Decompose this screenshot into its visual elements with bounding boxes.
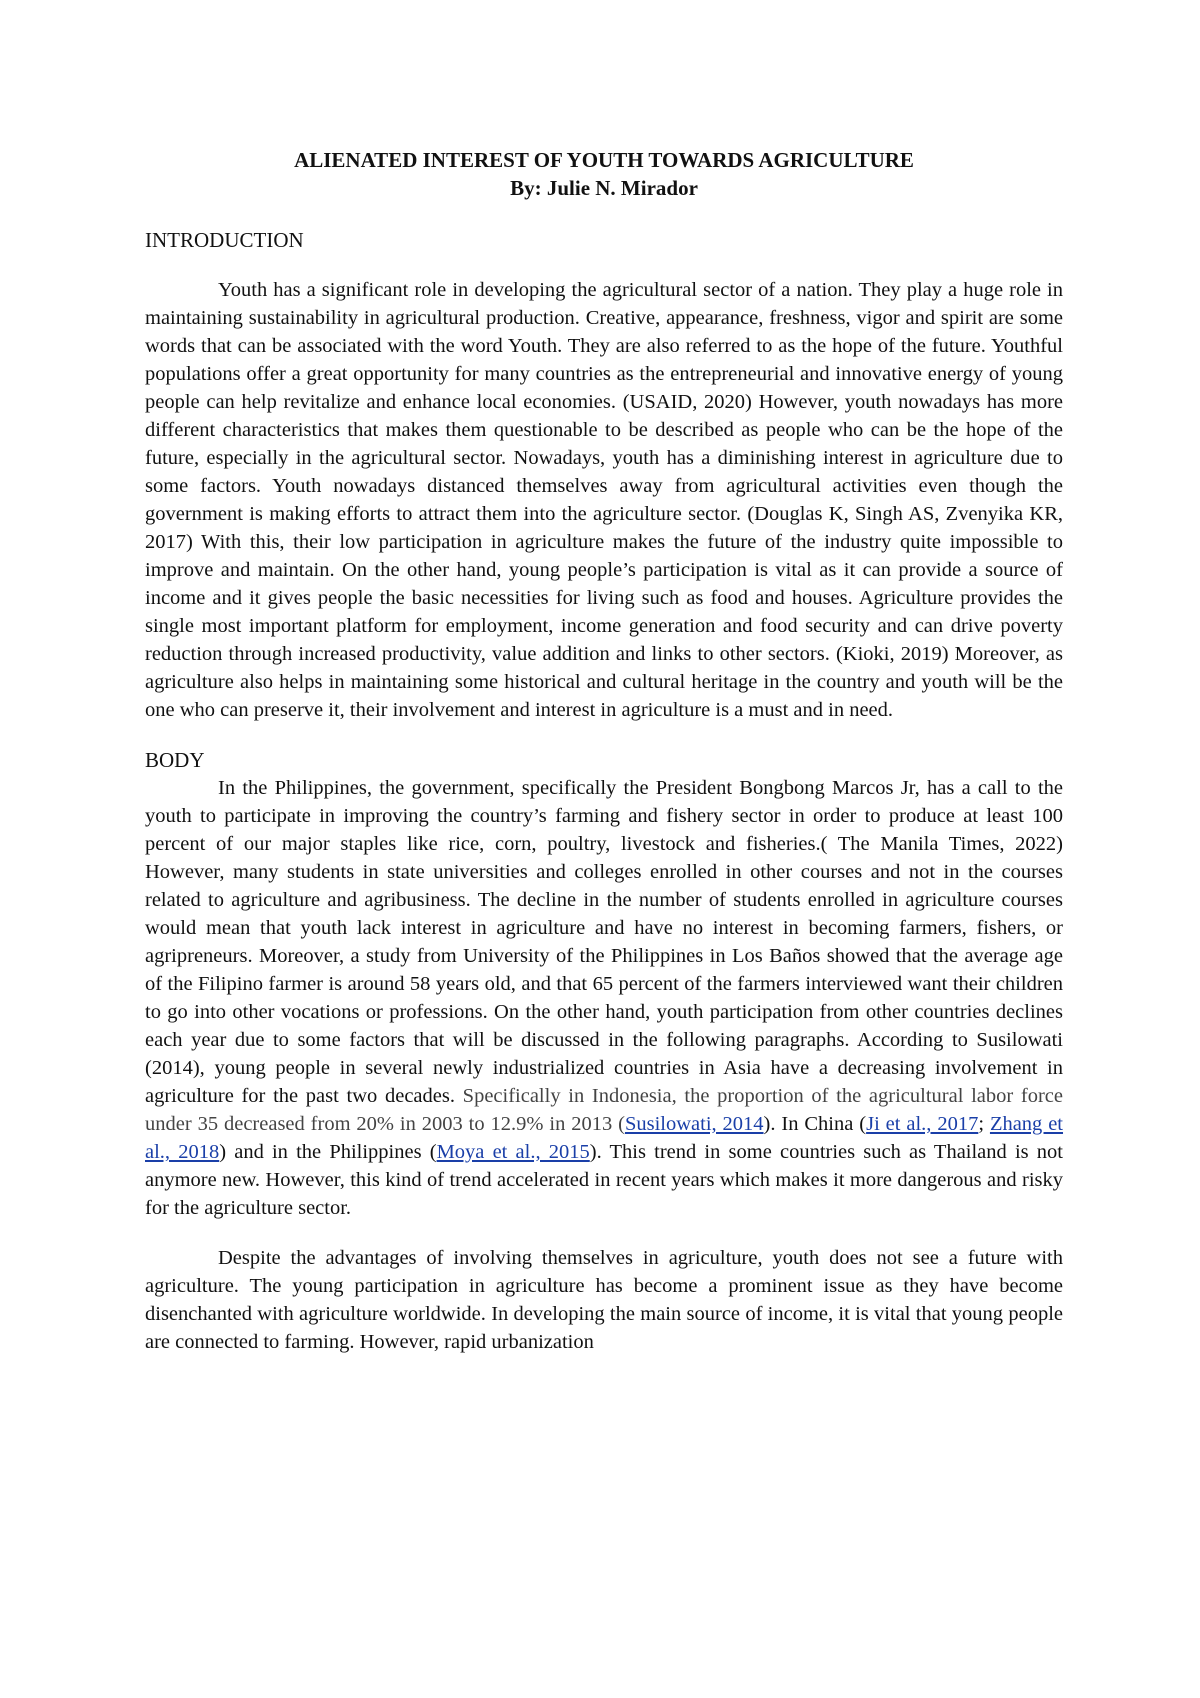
document-content (145, 146, 1063, 1356)
indonesia-statistic-text: Specifically in Indonesia, the proportion of the agricultural labor force under 35 decreased from 20% in 2003 to 12.9% in 2013 ( (145, 1085, 1063, 1135)
citation-separator: ; (978, 1113, 990, 1135)
document-title: ALIENATED INTEREST OF YOUTH TOWARDS AGRICULTURE (294, 148, 914, 172)
title-block (145, 146, 1063, 202)
body-paragraph-1 (145, 774, 1063, 1222)
citation-link-ji[interactable]: Ji et al., 2017 (866, 1113, 979, 1135)
citation-text-philippines: ) and in the Philippines ( (219, 1141, 437, 1163)
document-byline: By: Julie N. Mirador (510, 176, 698, 200)
body-paragraph-1-text: In the Philippines, the government, specifically the President Bongbong Marcos Jr, has a call to the youth to participate in improving the country’s farming and fishery sector in order to produce at least 100 percent of our major staples like rice, corn, poultry, livestock and fisheries.( The Manila Times, 2022) However, many students in state universities and colleges enrolled in other courses and not in the courses related to agriculture and agribusiness. The decline in the number of students enrolled in agriculture courses would mean that youth lack interest in agriculture and have no interest in becoming farmers, fishers, or agripreneurs. Moreover, a study from University of the Philippines in Los Baños showed that the average age of the Filipino farmer is around 58 years old, and that 65 percent of the farmers interviewed want their children to go into other vocations or professions. On the other hand, youth participation from other countries declines each year due to some factors that will be discussed in the following paragraphs. According to Susilowati (2014), young people in several newly industrialized countries in Asia have a decreasing involvement in agriculture for the past two decades. (145, 777, 1063, 1107)
introduction-paragraph: Youth has a significant role in developing the agricultural sector of a nation. They play a huge role in maintaining sustainability in agricultural production. Creative, appearance, freshness, vigor and spirit are some words that can be associated with the word Youth. They are also referred to as the hope of the future. Youthful populations offer a great opportunity for many countries as the entrepreneurial and innovative energy of young people can help revitalize and enhance local economies. (USAID, 2020) However, youth nowadays has more different characteristics that makes them questionable to be described as people who can be the hope of the future, especially in the agricultural sector. Nowadays, youth has a diminishing interest in agriculture due to some factors. Youth nowadays distanced themselves away from agricultural activities even though the government is making efforts to attract them into the agriculture sector. (Douglas K, Singh AS, Zvenyika KR, 2017) With this, their low participation in agriculture makes the future of the industry quite impossible to improve and maintain. On the other hand, young people’s participation is vital as it can provide a source of income and it gives people the basic necessities for living such as food and houses. Agriculture provides the single most important platform for employment, income generation and food security and can drive poverty reduction through increased productivity, value addition and links to other sectors. (Kioki, 2019) Moreover, as agriculture also helps in maintaining some historical and cultural heritage in the country and youth will be the one who can preserve it, their involvement and interest in agriculture is a must and in need. (145, 279, 1063, 721)
citation-link-susilowati[interactable]: Susilowati, 2014 (624, 1113, 764, 1135)
citation-link-zhang[interactable]: Zhang et al., 2018 (145, 1113, 1064, 1163)
body-heading: BODY (145, 748, 205, 772)
body-paragraph-2: Despite the advantages of involving themselves in agriculture, youth does not see a future with agriculture. The young participation in agriculture has become a prominent issue as they have become disenchanted with agriculture worldwide. In developing the main source of income, it is vital that young people are connected to farming. However, rapid urbanization (145, 1247, 1063, 1353)
citation-text-china: ). In China ( (763, 1113, 867, 1135)
introduction-heading: INTRODUCTION (145, 228, 304, 252)
body-paragraph-1-end: ). This trend in some countries such as Thailand is not anymore new. However, this kind of trend accelerated in recent years which makes it more dangerous and risky for the agriculture sector. (145, 1141, 1063, 1219)
citation-link-moya[interactable]: Moya et al., 2015 (436, 1141, 590, 1163)
